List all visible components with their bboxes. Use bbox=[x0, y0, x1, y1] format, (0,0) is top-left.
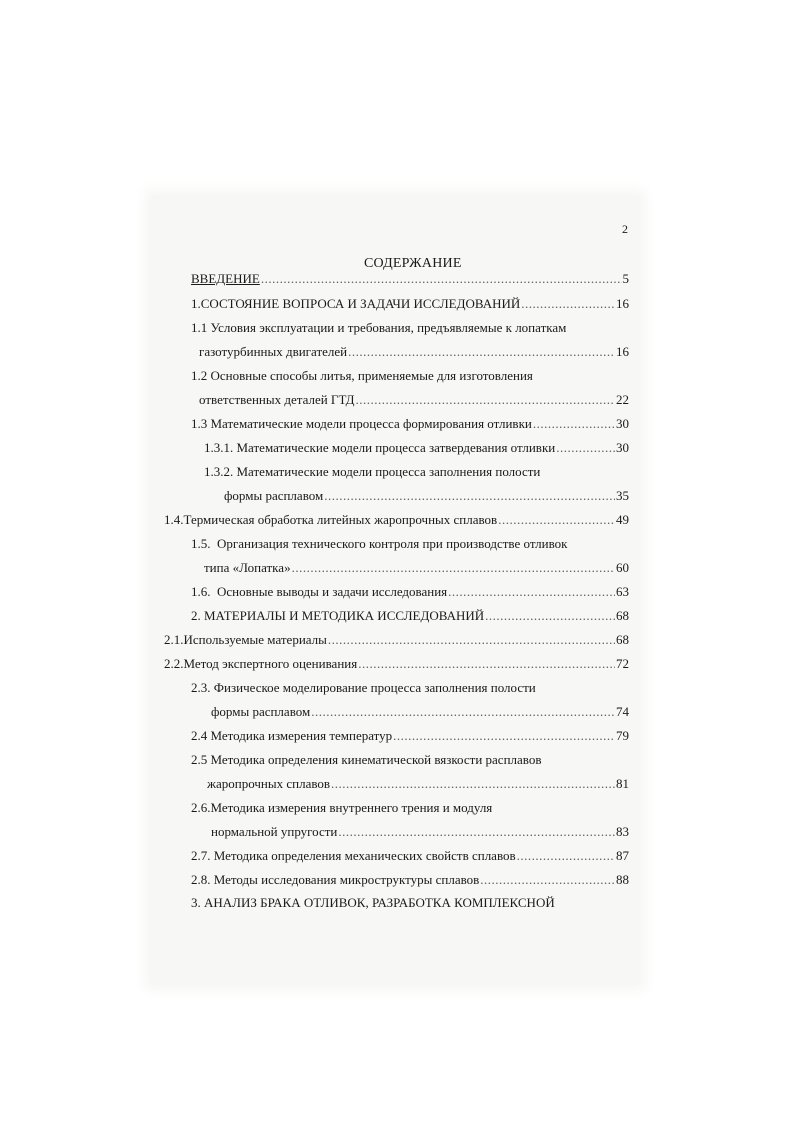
toc-entry-1-4 bbox=[164, 512, 629, 528]
toc-entry-page: 5 bbox=[622, 271, 629, 286]
toc-entry-2-6-cont bbox=[211, 824, 629, 840]
toc-entry-page: 79 bbox=[616, 728, 629, 743]
toc-entry-text: 2.6.Методика измерения внутреннего трения и модуля bbox=[191, 800, 493, 815]
toc-entry-2-3 bbox=[191, 680, 536, 696]
toc-leader bbox=[448, 584, 615, 600]
toc-entry-2-6 bbox=[191, 800, 492, 816]
toc-leader bbox=[517, 848, 615, 864]
toc-entry-2-2 bbox=[164, 656, 629, 672]
toc-entry-text: ВВЕДЕНИЕ bbox=[191, 271, 260, 286]
toc-entry-1-5 bbox=[191, 536, 568, 552]
toc-leader bbox=[328, 632, 615, 648]
toc-entry-page: 68 bbox=[616, 632, 629, 647]
toc-entry-1-2 bbox=[191, 368, 533, 384]
toc-entry-page: 30 bbox=[616, 416, 629, 431]
toc-leader bbox=[480, 872, 615, 888]
toc-leader bbox=[393, 728, 615, 744]
toc-entry-2-8 bbox=[191, 872, 629, 888]
toc-entry-chapter-1 bbox=[191, 296, 629, 312]
toc-entry-page: 74 bbox=[616, 704, 629, 719]
toc-entry-2-5-cont bbox=[207, 776, 629, 792]
toc-entry-page: 60 bbox=[616, 560, 629, 575]
toc-leader bbox=[485, 608, 615, 624]
toc-entry-text: ответственных деталей ГТД bbox=[199, 392, 355, 407]
toc-entry-page: 88 bbox=[616, 872, 629, 887]
toc-entry-page: 16 bbox=[616, 296, 629, 311]
toc-entry-text: формы расплавом bbox=[224, 488, 324, 503]
toc-entry-text: 1.3.1. Математические модели процесса затвердевания отливки bbox=[204, 440, 556, 455]
toc-leader bbox=[348, 344, 615, 360]
toc-entry-text: 2.8. Методы исследования микроструктуры сплавов bbox=[191, 872, 480, 887]
toc-entry-text: 1.СОСТОЯНИЕ ВОПРОСА И ЗАДАЧИ ИССЛЕДОВАНИЙ bbox=[191, 296, 521, 311]
toc-entry-page: 35 bbox=[616, 488, 629, 503]
toc-entry-page: 30 bbox=[616, 440, 629, 455]
toc-entry-2-7 bbox=[191, 848, 629, 864]
toc-entry-1-1 bbox=[191, 320, 566, 336]
toc-entry-text: 2.7. Методика определения механических свойств сплавов bbox=[191, 848, 516, 863]
toc-entry-text: газотурбинных двигателей bbox=[199, 344, 348, 359]
toc-entry-1-3-2-cont bbox=[224, 488, 629, 504]
toc-entry-text: 2.3. Физическое моделирование процесса заполнения полости bbox=[191, 680, 536, 695]
toc-entry-text: 2.1.Используемые материалы bbox=[164, 632, 327, 647]
toc-entry-text: 2.2.Метод экспертного оценивания bbox=[164, 656, 358, 671]
toc-leader bbox=[292, 560, 615, 576]
toc-entry-page: 22 bbox=[616, 392, 629, 407]
toc-leader bbox=[498, 512, 615, 528]
toc-entry-2-3-cont bbox=[211, 704, 629, 720]
toc-leader bbox=[533, 416, 615, 432]
toc-entry-page: 16 bbox=[616, 344, 629, 359]
toc-entry-2-5 bbox=[191, 752, 541, 768]
toc-entry-text: 2.5 Методика определения кинематической вязкости расплавов bbox=[191, 752, 542, 767]
toc-title: СОДЕРЖАНИЕ bbox=[364, 256, 462, 271]
toc-leader bbox=[331, 776, 615, 792]
toc-entry-page: 63 bbox=[616, 584, 629, 599]
toc-entry-chapter-2 bbox=[191, 608, 629, 624]
toc-entry-page: 83 bbox=[616, 824, 629, 839]
toc-entry-page: 81 bbox=[616, 776, 629, 791]
toc-entry-text: типа «Лопатка» bbox=[204, 560, 291, 575]
toc-entry-2-1 bbox=[164, 632, 629, 648]
toc-leader bbox=[355, 392, 615, 408]
toc-leader bbox=[358, 656, 615, 672]
toc-entry-page: 72 bbox=[616, 656, 629, 671]
toc-entry-1-3 bbox=[191, 416, 629, 432]
toc-leader bbox=[338, 824, 615, 840]
toc-entry-text: 2. МАТЕРИАЛЫ И МЕТОДИКА ИССЛЕДОВАНИЙ bbox=[191, 608, 485, 623]
toc-entry-1-3-1 bbox=[204, 440, 629, 456]
toc-entry-page: 68 bbox=[616, 608, 629, 623]
page-number: 2 bbox=[622, 222, 628, 236]
toc-entry-1-6 bbox=[191, 584, 629, 600]
toc-entry-text: 1.5. Организация технического контроля при производстве отливок bbox=[191, 536, 568, 551]
toc-entry-text: формы расплавом bbox=[211, 704, 311, 719]
toc-entry-text: 1.6. Основные выводы и задачи исследования bbox=[191, 584, 448, 599]
toc-entry-text: 1.2 Основные способы литья, применяемые для изготовления bbox=[191, 368, 533, 383]
toc-leader bbox=[556, 440, 615, 456]
toc-entry-1-5-cont bbox=[204, 560, 629, 576]
toc-leader bbox=[261, 271, 622, 287]
toc-entry-text: 1.1 Условия эксплуатации и требования, предъявляемые к лопаткам bbox=[191, 320, 567, 335]
toc-entry-1-1-cont bbox=[199, 344, 629, 360]
toc-entry-chapter-3 bbox=[191, 895, 555, 911]
toc-entry-text: 1.4.Термическая обработка литейных жаропрочных сплавов bbox=[164, 512, 498, 527]
toc-entry-text: 1.3.2. Математические модели процесса заполнения полости bbox=[204, 464, 541, 479]
toc-entry-text: нормальной упругости bbox=[211, 824, 338, 839]
toc-entry-text: 2.4 Методика измерения температур bbox=[191, 728, 393, 743]
toc-entry-2-4 bbox=[191, 728, 629, 744]
toc-leader bbox=[324, 488, 615, 504]
toc-entry-1-3-2 bbox=[204, 464, 540, 480]
toc-entry-introduction bbox=[191, 271, 629, 287]
toc-leader bbox=[311, 704, 615, 720]
toc-entry-page: 49 bbox=[616, 512, 629, 527]
toc-entry-text: 3. АНАЛИЗ БРАКА ОТЛИВОК, РАЗРАБОТКА КОМПЛЕКСНОЙ bbox=[191, 895, 555, 910]
toc-leader bbox=[521, 296, 615, 312]
toc-entry-text: 1.3 Математические модели процесса формирования отливки bbox=[191, 416, 532, 431]
toc-entry-1-2-cont bbox=[199, 392, 629, 408]
toc-entry-text: жаропрочных сплавов bbox=[207, 776, 331, 791]
toc-entry-page: 87 bbox=[616, 848, 629, 863]
